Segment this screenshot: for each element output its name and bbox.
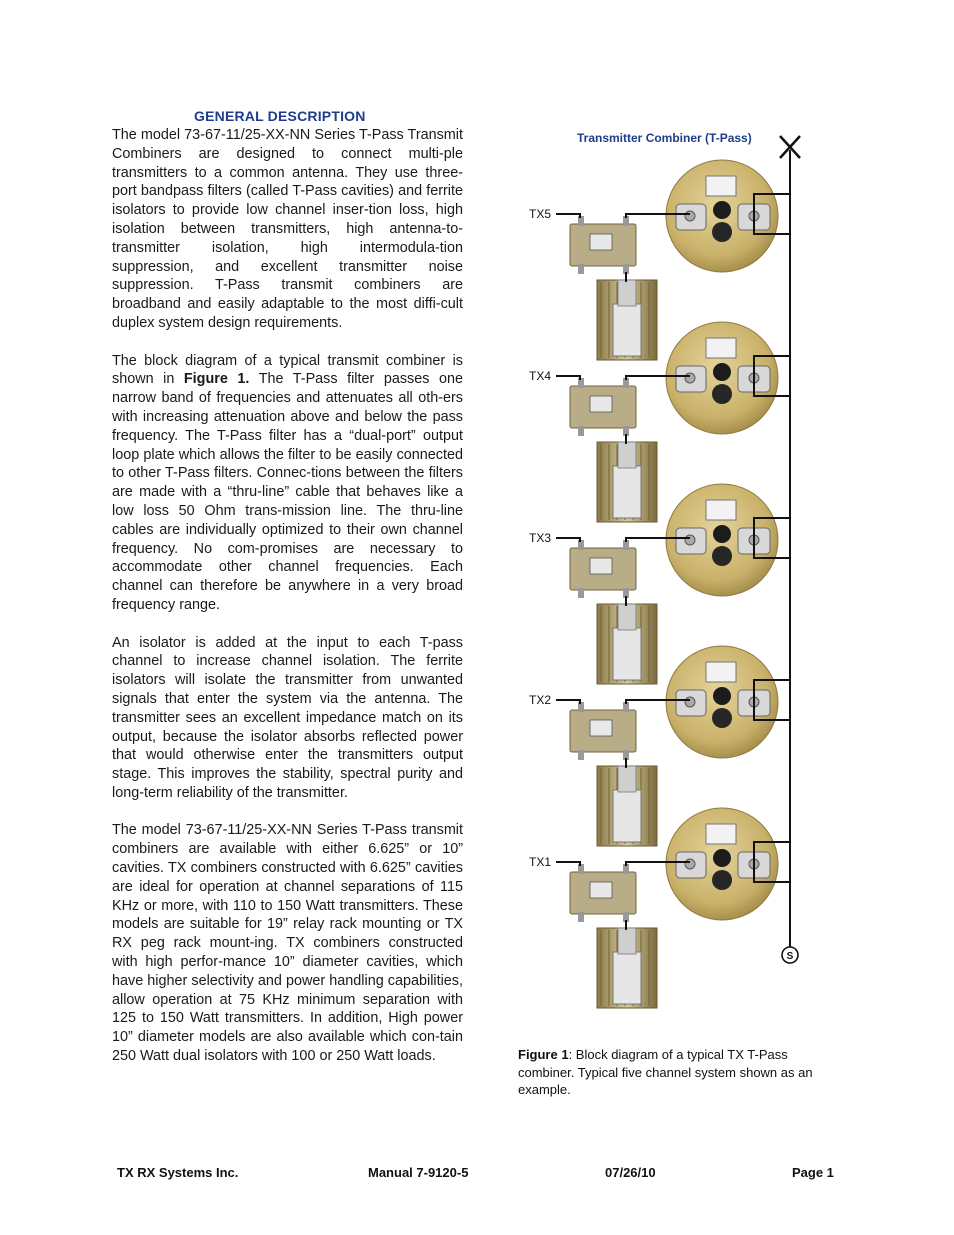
isolator-base-left <box>578 912 584 922</box>
tx-input-cable <box>556 862 580 866</box>
caption-figure-number: Figure 1 <box>518 1047 569 1062</box>
input-connector <box>685 211 695 221</box>
footer-manual: Manual 7-9120-5 <box>368 1165 469 1180</box>
load-resistor <box>613 628 641 680</box>
tx4-label: TX4 <box>529 369 552 383</box>
load-connector <box>618 604 636 630</box>
isolator-base-left <box>578 750 584 760</box>
input-connector <box>685 697 695 707</box>
tuning-knob <box>713 525 731 543</box>
footer-company: TX RX Systems Inc. <box>117 1165 239 1180</box>
isolator-label <box>590 396 612 412</box>
section-heading: GENERAL DESCRIPTION <box>194 108 366 124</box>
tuning-knob <box>713 687 731 705</box>
isolator-label <box>590 882 612 898</box>
cavity-label <box>706 662 736 682</box>
isolator-base-left <box>578 426 584 436</box>
tuning-knob <box>713 201 731 219</box>
load-resistor <box>613 304 641 356</box>
tx-input-cable <box>556 376 580 380</box>
tuning-knob-lower <box>712 546 732 566</box>
load-resistor <box>613 952 641 1004</box>
footer-page: Page 1 <box>792 1165 834 1180</box>
tx-input-cable <box>556 538 580 542</box>
load-resistor <box>613 466 641 518</box>
cavity-label <box>706 824 736 844</box>
isolator-label <box>590 234 612 250</box>
isolator-label <box>590 558 612 574</box>
footer-date: 07/26/10 <box>605 1165 656 1180</box>
tx3-label: TX3 <box>529 531 552 545</box>
tx2-label: TX2 <box>529 693 552 707</box>
caption-text: : Block diagram of a typical TX T-Pass combiner. Typical five channel system shown as an example. <box>518 1047 813 1097</box>
tx1-label: TX1 <box>529 855 552 869</box>
tuning-knob-lower <box>712 222 732 242</box>
input-connector <box>685 859 695 869</box>
load-connector <box>618 766 636 792</box>
figure-title: Transmitter Combiner (T-Pass) <box>577 131 752 145</box>
cavity-label <box>706 338 736 358</box>
paragraph-1-text: The model 73-67-11/25-XX-NN Series T-Pass Transmit Combiners are designed to connect multi-ple transmitters to a common antenna. They use three-port bandpass filters (called T-Pass cavities) and ferrite isolators to provide low channel inser-tion loss, high isolation between transmitters, high antenna-to-transmitter isolation, high intermodula-tion suppression, and excellent transmitter noise suppression. T-Pass transmit combiners are broadband and easily adaptable to the most diffi-cult duplex system design requirements. <box>112 127 463 331</box>
load-connector <box>618 280 636 306</box>
isolator-label <box>590 720 612 736</box>
tuning-knob-lower <box>712 708 732 728</box>
input-connector <box>685 373 695 383</box>
tuning-knob-lower <box>712 870 732 890</box>
tx-input-cable <box>556 214 580 218</box>
paragraph-2-text-a: The block diagram of a typical transmit combiner is shown in <box>112 352 463 388</box>
isolator-base-left <box>578 264 584 274</box>
tuning-knob <box>713 849 731 867</box>
paragraph-4-text: The model 73-67-11/25-XX-NN Series T-Pass transmit combiners are available with either 6.625” or 10” cavities. TX combiners constructed with 6.625” cavities are ideal for operation at channel separations of 115 KHz or more, with 110 to 150 Watt transmitters. These models are suitable for 19” relay rack mounting or TX RX peg rack mount-ing. TX combiners constructed with high perfor-mance 10” diameter cavities, which have higher selectivity and power handling capabilities, allow operation at 75 KHz minimum separation with 125 to 150 Watt transmitters. In addition, High power 10” diameter models are also available which con-tain 250 Watt dual isolators with 100 or 250 Watt loads. <box>112 822 463 1065</box>
cavity-label <box>706 500 736 520</box>
cavity-label <box>706 176 736 196</box>
tx-input-cable <box>556 700 580 704</box>
tuning-knob-lower <box>712 384 732 404</box>
load-resistor <box>613 790 641 842</box>
figure-reference: Figure 1. <box>183 371 250 388</box>
load-connector <box>618 442 636 468</box>
s-marker-label: S <box>786 951 794 962</box>
figure-caption <box>518 1046 830 1099</box>
paragraph-2-text-b: The T-Pass filter passes one narrow band of frequencies and attenuates all oth-ers with increasing attenuation above and below the pass frequency. The T-Pass filter has a “dual-port” output loop plate which allows the filter to be easily connected to other T-Pass filters. Connec-tions between the filters are made with a “thru-line” cable that behaves like a low loss 50 Ohm trans-mission line. The thru-line cables are individually optimized to their own channel frequency. No com-promises are necessary to accommodate other channel frequencies. Each channel can therefore be anywhere in a very broad frequency range. <box>112 371 463 613</box>
paragraph-3-text: An isolator is added at the input to each T-pass channel to increase channel isolation. The ferrite isolators will isolate the transmitter from unwanted signals that enter the system via the antenna. The transmitter sees an excellent impedance match on its output, because the isolator absorbs reflected power that would otherwise enter the transmitters output stage. This improves the stability, spectral purity and long-term reliability of the transmitter. <box>112 634 463 801</box>
input-connector <box>685 535 695 545</box>
tuning-knob <box>713 363 731 381</box>
load-connector <box>618 928 636 954</box>
isolator-base-left <box>578 588 584 598</box>
tx5-label: TX5 <box>529 207 552 221</box>
